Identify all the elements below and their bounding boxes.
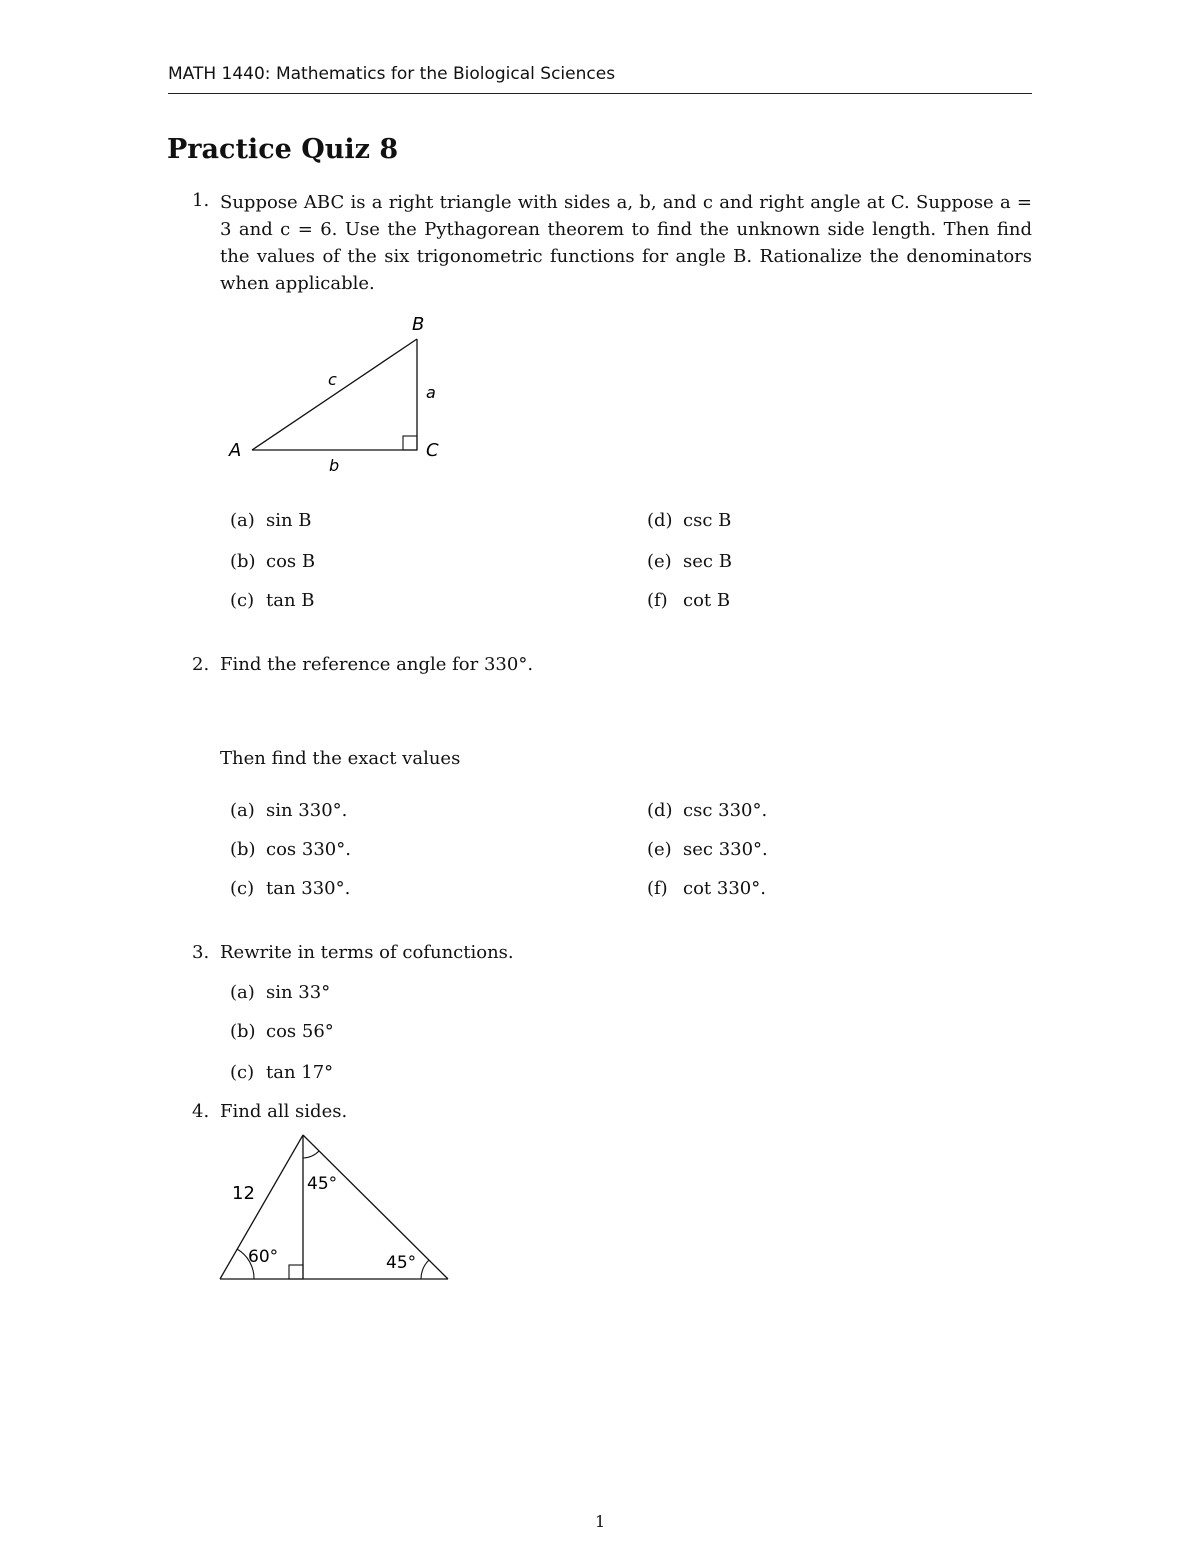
q1-side-b-label: b — [329, 456, 340, 475]
page-number: 1 — [595, 1512, 606, 1531]
q2-part-f: (f) cot 330°. — [647, 878, 766, 899]
q3-text: Rewrite in terms of cofunctions. — [220, 942, 514, 963]
q1-vertex-b: B — [412, 314, 425, 335]
q1-vertex-c: C — [426, 440, 439, 461]
q2-text: Find the reference angle for 330°. — [220, 654, 534, 675]
q2-number: 2. — [192, 654, 210, 675]
q1-text: Suppose ABC is a right triangle with sides a, b, and c and right angle at C. Suppose a = 3 and c = 6. Use the Pythagorean theorem to find the unknown side length. Then find the values of the six trigonometric functions for angle B. Rationalize the denominators when applicable. — [220, 192, 1032, 294]
q1-part-d: (d) csc B — [647, 510, 732, 531]
q1-side-a-label: a — [426, 383, 436, 402]
q3-part-c: (c) tan 17° — [230, 1062, 334, 1083]
header-rule — [168, 93, 1032, 94]
q2-part-e: (e) sec 330°. — [647, 839, 768, 860]
q4-angle-left-label: 60° — [248, 1247, 279, 1267]
q2-then-text: Then find the exact values — [220, 748, 461, 769]
q4-right-angle-mark — [289, 1265, 303, 1279]
q1-right-angle-mark — [403, 436, 417, 450]
q2-part-b: (b) cos 330°. — [230, 839, 351, 860]
page-title: Practice Quiz 8 — [167, 134, 399, 165]
q1-vertex-a: A — [229, 440, 242, 461]
q2-part-d: (d) csc 330°. — [647, 800, 768, 821]
q1-part-f: (f) cot B — [647, 590, 731, 611]
q3-part-a: (a) sin 33° — [230, 982, 331, 1003]
q1-part-a: (a) sin B — [230, 510, 312, 531]
q2-part-a: (a) sin 330°. — [230, 800, 348, 821]
q4-number: 4. — [192, 1101, 210, 1122]
q4-right-side — [303, 1135, 448, 1279]
q1-hypotenuse — [252, 339, 417, 450]
q1-part-c: (c) tan B — [230, 590, 315, 611]
q4-angle-arc-top — [303, 1151, 319, 1158]
q4-text: Find all sides. — [220, 1101, 348, 1122]
q4-triangle-figure — [210, 1125, 460, 1290]
q4-angle-arc-right — [421, 1260, 429, 1279]
q1-triangle-figure — [220, 310, 460, 480]
q1-number: 1. — [192, 190, 210, 211]
q3-number: 3. — [192, 942, 210, 963]
q2-part-c: (c) tan 330°. — [230, 878, 351, 899]
q3-part-b: (b) cos 56° — [230, 1021, 334, 1042]
q1-side-c-label: c — [328, 370, 337, 389]
q1-part-e: (e) sec B — [647, 551, 732, 572]
q4-side-label: 12 — [232, 1183, 255, 1204]
q4-angle-right-label: 45° — [386, 1253, 417, 1273]
q4-angle-top-label: 45° — [307, 1174, 338, 1194]
course-header: MATH 1440: Mathematics for the Biological Sciences — [168, 64, 616, 84]
q1-part-b: (b) cos B — [230, 551, 316, 572]
